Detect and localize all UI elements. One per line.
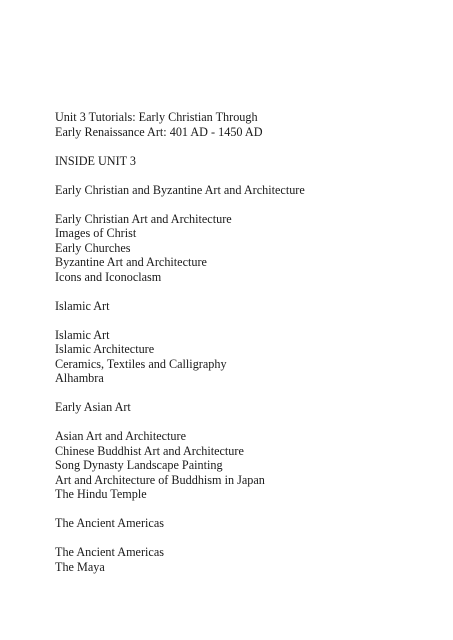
section-heading: Islamic Art [55,298,110,313]
spacer [55,197,435,212]
spacer [55,139,435,154]
section-item: Early Christian Art and Architecture [55,211,232,226]
document-title-line-2: Early Renaissance Art: 401 AD - 1450 AD [55,124,263,139]
section-item: Art and Architecture of Buddhism in Japan [55,472,265,487]
section-item: Ceramics, Textiles and Calligraphy [55,356,227,371]
section-heading: Early Asian Art [55,400,131,414]
spacer [55,313,435,328]
spacer [55,415,435,430]
inside-unit-heading: INSIDE UNIT 3 [55,153,137,168]
section-item: Chinese Buddhist Art and Architecture [55,443,244,458]
section-item: Images of Christ [55,226,137,240]
spacer [55,168,435,183]
section-item: Icons and Iconoclasm [55,269,162,284]
section-item: The Hindu Temple [55,487,147,501]
spacer [55,284,435,299]
document-body [55,110,435,574]
section-item: Byzantine Art and Architecture [55,255,207,269]
section-item: Song Dynasty Landscape Painting [55,458,223,472]
spacer [55,386,435,401]
document-title-line-1: Unit 3 Tutorials: Early Christian Through [55,110,258,124]
section-item: Early Churches [55,240,131,255]
section-heading: Early Christian and Byzantine Art and Architecture [55,182,305,197]
spacer [55,502,435,517]
section-item: Islamic Art [55,327,110,342]
section-item: The Maya [55,559,105,574]
section-heading: The Ancient Americas [55,516,164,530]
spacer [55,531,435,546]
section-item: Islamic Architecture [55,342,155,356]
section-item: Asian Art and Architecture [55,429,186,443]
section-item: The Ancient Americas [55,545,164,559]
section-item: Alhambra [55,371,104,385]
